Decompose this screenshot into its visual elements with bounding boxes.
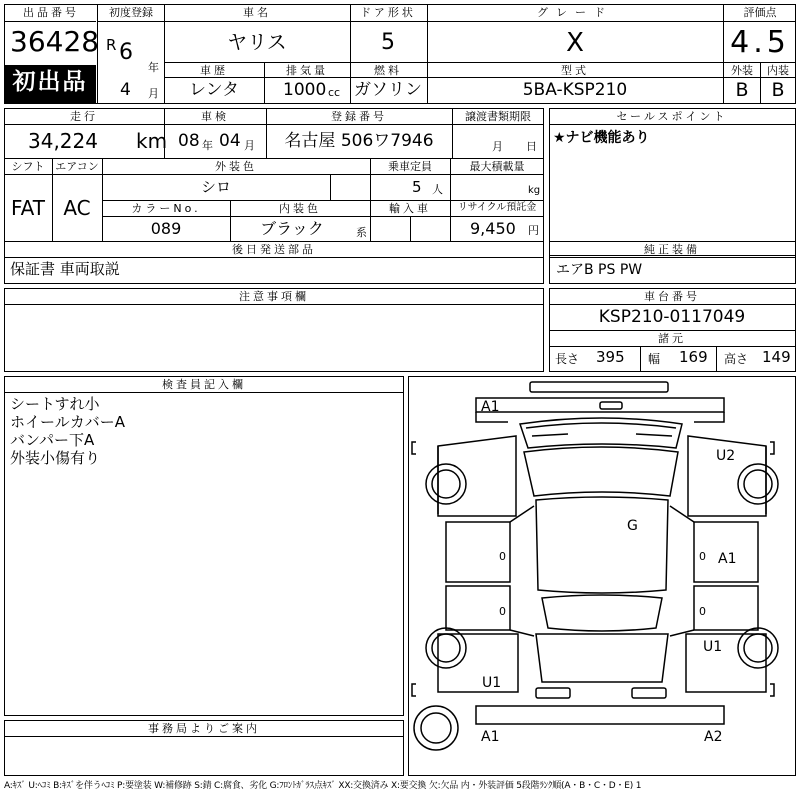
registration-year: 6 [119,40,133,65]
mark-left-rear: U1 [482,675,502,691]
mileage: 34,224 [28,129,98,153]
displacement-label: 排気量 [286,64,328,77]
interior-grade: B [771,79,785,101]
month-unit: 月 [148,87,159,100]
mileage-label: 走行 [70,110,98,123]
fuel-label: 燃料 [374,64,402,77]
mark-rear-left: A1 [481,729,500,745]
transfer-day-unit: 日 [526,140,537,153]
mark-zero: 0 [499,550,506,563]
mark-front-left: A1 [481,399,500,415]
interior-color-unit: 系 [356,226,367,239]
shift-label: シフト [11,160,45,173]
grade: X [566,28,584,58]
length-label: 長さ [555,352,580,366]
registration-month: 4 [120,80,131,100]
interior-label: 内装 [767,64,789,77]
genuine-equipment-label: 純正装備 [644,243,700,256]
history: レンタ [189,80,239,100]
sales-point-text: ★ナビ機能あり [553,130,650,146]
exterior-color-label: 外装色 [215,160,257,173]
exterior-grade: B [735,79,749,101]
height-label: 高さ [724,352,749,366]
plate-label: 登録番号 [331,110,387,123]
plate-number: 名古屋 506ワ7946 [284,131,434,151]
capacity-label: 乗車定員 [388,160,432,173]
era: R [106,36,117,54]
inspection-label: 車検 [201,110,229,123]
transfer-label: 譲渡書類期限 [465,110,531,123]
inspector-note: バンパー下A [10,431,95,449]
inspector-note: 外装小傷有り [10,449,101,467]
ac-label: エアコン [55,160,99,173]
length: 395 [596,348,625,366]
fuel: ガソリン [354,80,422,100]
mark-right-mid: A1 [718,551,737,567]
mark-roof: G [627,518,638,534]
mark-right-rear: U1 [703,639,723,655]
interior-color-label: 内装色 [279,202,321,215]
inspection-month-unit: 月 [244,139,255,152]
mark-rear-right: A2 [704,729,723,745]
recycle-deposit: 9,450 [470,219,516,238]
lot-number: 36428 [10,25,100,58]
genuine-equipment: エアB PS PW [556,262,643,278]
history-label: 車歴 [200,64,228,77]
model-label: 型式 [561,64,589,77]
recycle-label: リサイクル預託金 [457,202,537,213]
score: 4.5 [730,25,790,60]
transfer-month-unit: 月 [492,140,503,153]
office-label: 事務局よりご案内 [148,722,260,735]
mileage-unit: km [136,129,168,153]
recycle-unit: 円 [528,224,539,237]
car-diagram [408,376,796,776]
mark-zero: 0 [699,605,706,618]
capacity: 5 [412,178,422,196]
shift: FAT [10,196,46,220]
door-label: ドア形状 [360,6,416,19]
width-label: 幅 [648,352,661,366]
color-number: 089 [150,219,182,238]
displacement-unit: cc [328,86,341,99]
exterior-label: 外装 [731,64,753,77]
chassis-label: 車台番号 [644,290,700,303]
first-listing-text: 初出品 [12,69,88,95]
mark-front-right: U2 [716,448,736,464]
displacement: 1000 [283,80,327,100]
inspection-year-unit: 年 [202,139,213,152]
spec-label: 諸元 [658,332,686,345]
exterior-color: シロ [200,178,232,196]
doors: 5 [381,30,395,55]
import-label: 輸入車 [389,202,431,215]
first-registration-label: 初度登録 [109,6,153,19]
color-number-label: カラーNo. [131,202,201,215]
grade-label: グレード [537,6,613,19]
inspector-note: シートすれ小 [10,395,100,413]
mark-zero: 0 [499,605,506,618]
car-name-label: 車名 [243,6,271,19]
mark-zero: 0 [699,550,706,563]
inspector-label: 検査員記入欄 [162,378,246,391]
width: 169 [679,348,708,366]
interior-color: ブラック [260,219,324,238]
later-parts: 保証書 車両取説 [10,260,120,278]
later-parts-label: 後日発送部品 [232,243,316,256]
inspection-year: 08 [178,131,200,151]
capacity-unit: 人 [432,183,443,196]
inspection-month: 04 [219,131,241,151]
year-unit: 年 [148,61,159,74]
chassis-number: KSP210-0117049 [598,307,746,327]
load-unit: kg [528,185,541,196]
air-conditioner: AC [63,196,91,220]
legend-text: A:ｷｽﾞ U:ﾍｺﾐ B:ｷｽﾞを伴うﾍｺﾐ P:要塗装 W:補修跡 S:錆 C:腐食、劣化 G:ﾌﾛﾝﾄｶﾞﾗｽ点ｷｽﾞ XX:交換済み X:要交換 欠:欠品 内・外装評価 5段階ﾗﾝｸ順(A・B・C・D・E) 1 [4,781,642,791]
model-code: 5BA-KSP210 [522,80,628,100]
sales-point-label: セールスポイント [616,110,728,123]
max-load-label: 最大積載量 [469,160,525,173]
score-label: 評価点 [743,6,777,19]
car-name: ヤリス [227,30,287,54]
lot-number-label: 出品番号 [23,6,79,19]
height: 149 [762,348,791,366]
notes-label: 注意事項欄 [239,290,309,303]
inspector-note: ホイールカバーA [10,413,125,431]
